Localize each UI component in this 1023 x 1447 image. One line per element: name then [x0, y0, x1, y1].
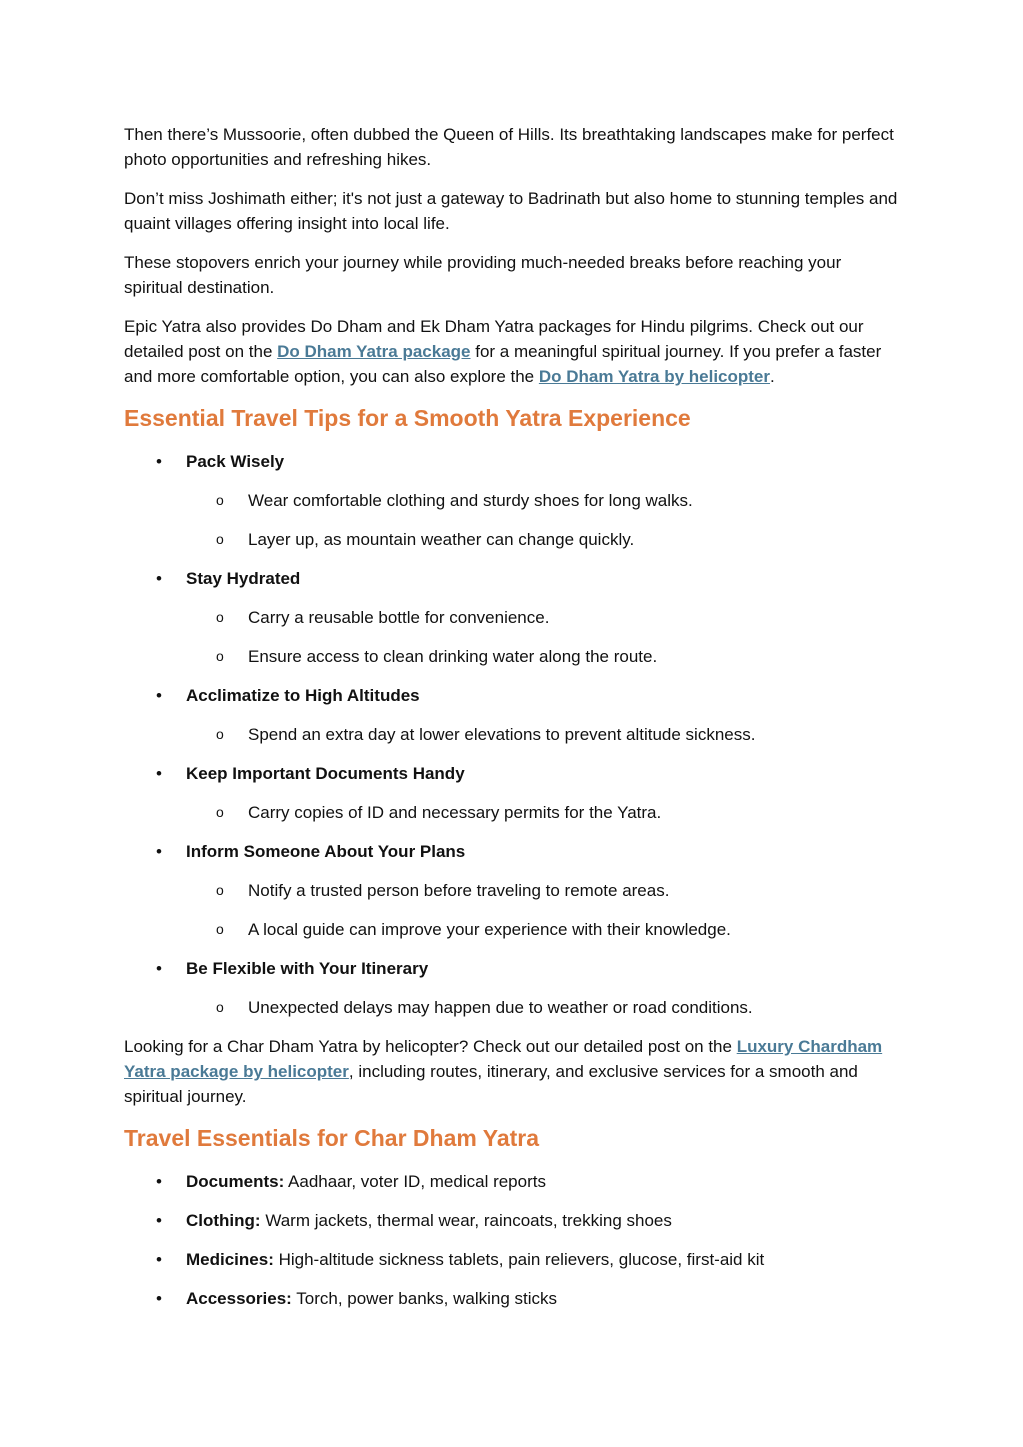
essential-label: Clothing:	[186, 1211, 261, 1230]
paragraph-do-dham-text-c: .	[770, 367, 775, 386]
circle-bullet-icon: o	[216, 609, 224, 625]
do-dham-helicopter-link[interactable]: Do Dham Yatra by helicopter	[538, 367, 771, 386]
tip-subitem	[186, 722, 904, 747]
tip-sublist	[186, 878, 904, 942]
bullet-icon: •	[156, 959, 162, 978]
tip-item	[124, 761, 904, 825]
tip-subitem-text: A local guide can improve your experience with their knowledge.	[248, 920, 731, 939]
tip-subitem	[186, 878, 904, 903]
tip-title: Acclimatize to High Altitudes	[186, 686, 420, 705]
tip-title: Keep Important Documents Handy	[186, 764, 465, 783]
paragraph-stopovers: These stopovers enrich your journey while providing much-needed breaks before reaching your spiritual destination.	[124, 253, 842, 297]
tip-item	[124, 683, 904, 747]
bullet-icon: •	[156, 764, 162, 783]
tip-title: Stay Hydrated	[186, 569, 301, 588]
tip-subitem-text: Spend an extra day at lower elevations to prevent altitude sickness.	[248, 725, 756, 744]
essential-text: Torch, power banks, walking sticks	[291, 1289, 558, 1308]
section-heading-travel-essentials: Travel Essentials for Char Dham Yatra	[124, 1125, 540, 1151]
paragraph-do-dham	[124, 314, 904, 389]
bullet-icon: •	[156, 569, 162, 588]
tip-item	[124, 449, 904, 552]
section-heading-travel-tips: Essential Travel Tips for a Smooth Yatra Experience	[124, 405, 691, 431]
circle-bullet-icon: o	[216, 882, 224, 898]
paragraph-do-dham-text-a: Epic Yatra also provides Do Dham and Ek Dham Yatra packages for Hindu pilgrims. Check out our detailed post on the	[124, 317, 864, 361]
tip-subitem	[186, 644, 904, 669]
tip-subitem-text: Layer up, as mountain weather can change quickly.	[248, 530, 635, 549]
tip-sublist	[186, 995, 904, 1020]
tip-subitem-text: Carry a reusable bottle for convenience.	[248, 608, 550, 627]
travel-tips-list	[124, 449, 904, 1020]
circle-bullet-icon: o	[216, 999, 224, 1015]
tip-sublist	[186, 800, 904, 825]
circle-bullet-icon: o	[216, 648, 224, 664]
bullet-icon: •	[156, 686, 162, 705]
essential-text: Warm jackets, thermal wear, raincoats, trekking shoes	[260, 1211, 672, 1230]
tip-sublist	[186, 605, 904, 669]
tip-item	[124, 956, 904, 1020]
tip-item	[124, 566, 904, 669]
essential-item	[124, 1208, 904, 1233]
tip-sublist	[186, 722, 904, 747]
tip-subitem	[186, 488, 904, 513]
essential-item	[124, 1286, 904, 1311]
tip-title: Be Flexible with Your Itinerary	[186, 959, 429, 978]
bullet-icon: •	[156, 452, 162, 471]
circle-bullet-icon: o	[216, 921, 224, 937]
essential-item	[124, 1247, 904, 1272]
tip-sublist	[186, 488, 904, 552]
circle-bullet-icon: o	[216, 531, 224, 547]
document-page	[124, 122, 904, 1325]
paragraph-helicopter-text-a: Looking for a Char Dham Yatra by helicopter? Check out our detailed post on the	[124, 1037, 737, 1056]
essential-item	[124, 1169, 904, 1194]
tip-item	[124, 839, 904, 942]
tip-subitem-text: Carry copies of ID and necessary permits for the Yatra.	[248, 803, 662, 822]
paragraph-joshimath: Don’t miss Joshimath either; it's not just a gateway to Badrinath but also home to stunning temples and quaint villages offering insight into local life.	[124, 189, 898, 233]
essential-text: Aadhaar, voter ID, medical reports	[284, 1172, 546, 1191]
essential-label: Accessories:	[186, 1289, 292, 1308]
circle-bullet-icon: o	[216, 726, 224, 742]
circle-bullet-icon: o	[216, 804, 224, 820]
paragraph-mussoorie: Then there’s Mussoorie, often dubbed the Queen of Hills. Its breathtaking landscapes make for perfect photo opportunities and refreshing hikes.	[124, 125, 894, 169]
tip-subitem	[186, 917, 904, 942]
bullet-icon: •	[156, 1211, 162, 1230]
paragraph-helicopter	[124, 1034, 904, 1109]
tip-subitem-text: Ensure access to clean drinking water along the route.	[248, 647, 658, 666]
tip-subitem	[186, 800, 904, 825]
paragraph-helicopter-text-b: , including routes, itinerary, and exclusive services for a smooth and spiritual journey.	[124, 1062, 858, 1106]
tip-subitem-text: Unexpected delays may happen due to weather or road conditions.	[248, 998, 753, 1017]
tip-subitem-text: Wear comfortable clothing and sturdy shoes for long walks.	[248, 491, 693, 510]
luxury-chardham-helicopter-link[interactable]: Luxury Chardham Yatra package by helicopter	[124, 1037, 883, 1081]
bullet-icon: •	[156, 842, 162, 861]
tip-subitem	[186, 605, 904, 630]
paragraph-do-dham-text-b: for a meaningful spiritual journey. If you prefer a faster and more comfortable option, you can also explore the	[124, 342, 882, 386]
do-dham-package-link[interactable]: Do Dham Yatra package	[277, 342, 471, 361]
tip-title: Inform Someone About Your Plans	[186, 842, 466, 861]
essential-text: High-altitude sickness tablets, pain relievers, glucose, first-aid kit	[273, 1250, 765, 1269]
tip-subitem	[186, 995, 904, 1020]
bullet-icon: •	[156, 1172, 162, 1191]
circle-bullet-icon: o	[216, 492, 224, 508]
tip-subitem	[186, 527, 904, 552]
tip-subitem-text: Notify a trusted person before traveling to remote areas.	[248, 881, 670, 900]
tip-title: Pack Wisely	[186, 452, 285, 471]
essential-label: Medicines:	[186, 1250, 274, 1269]
bullet-icon: •	[156, 1289, 162, 1308]
bullet-icon: •	[156, 1250, 162, 1269]
essential-label: Documents:	[186, 1172, 285, 1191]
travel-essentials-list	[124, 1169, 904, 1311]
